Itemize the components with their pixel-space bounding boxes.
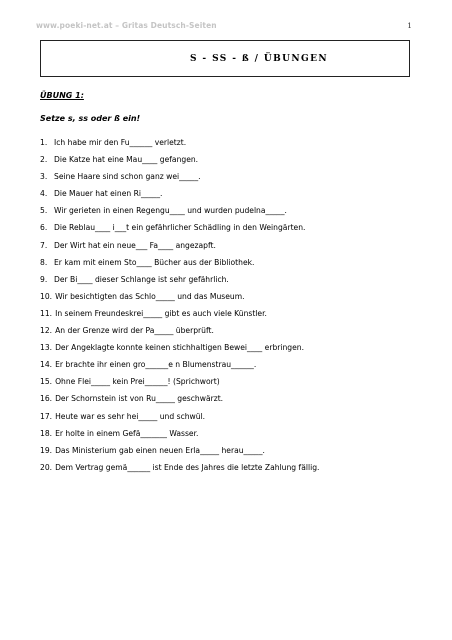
exercise-number: 6.	[40, 223, 48, 233]
exercise-text: Der Schornstein ist von Ru_____ geschwärzt.	[55, 394, 224, 404]
exercise-item	[40, 429, 319, 446]
exercise-number: 8.	[40, 257, 48, 267]
title-box	[40, 40, 410, 77]
exercise-item	[40, 343, 319, 360]
exercise-number: 19.	[40, 445, 53, 455]
page-header	[36, 21, 412, 35]
exercise-item	[40, 138, 319, 155]
exercise-number: 15.	[40, 377, 53, 387]
exercise-number: 12.	[40, 326, 53, 336]
exercise-number: 11.	[40, 308, 53, 318]
exercise-item	[40, 412, 319, 429]
exercise-text: Der Wirt hat ein neue___ Fa____ angezapft.	[54, 240, 216, 250]
exercise-text: Er holte in einem Gefä_______ Wasser.	[55, 428, 199, 438]
exercise-text: Die Reblau____ i___t ein gefährlicher Schädling in den Weingärten.	[54, 223, 306, 233]
exercise-text: Der Bi____ dieser Schlange ist sehr gefährlich.	[54, 274, 229, 284]
exercise-number: 14.	[40, 360, 53, 370]
exercise-number: 16.	[40, 394, 53, 404]
exercise-item	[40, 309, 319, 326]
exercise-number: 7.	[40, 240, 48, 250]
exercise-number: 2.	[40, 155, 48, 165]
exercise-instruction: Setze s, ss oder ß ein!	[40, 114, 141, 123]
exercise-item	[40, 206, 319, 223]
exercise-number: 1.	[40, 138, 48, 147]
exercise-item	[40, 275, 319, 292]
exercise-text: In seinem Freundeskrei_____ gibt es auch viele Künstler.	[55, 308, 267, 318]
exercise-number: 10.	[40, 291, 53, 301]
exercise-text: Der Angeklagte konnte keinen stichhaltigen Bewei____ erbringen.	[55, 343, 305, 353]
exercise-item	[40, 463, 319, 480]
exercise-item	[40, 223, 319, 240]
exercise-number: 5.	[40, 206, 48, 216]
exercise-item	[40, 377, 319, 394]
exercise-text: Er brachte ihr einen gro______e n Blumenstrau______.	[55, 360, 257, 370]
exercise-text: Die Mauer hat einen Ri_____.	[54, 189, 163, 199]
exercise-item	[40, 155, 319, 172]
exercise-number: 9.	[40, 274, 48, 284]
exercise-item	[40, 241, 319, 258]
exercise-number: 20.	[40, 462, 53, 472]
exercise-number: 18.	[40, 428, 53, 438]
exercise-text: Er kam mit einem Sto____ Bücher aus der Bibliothek.	[54, 257, 255, 267]
exercise-item	[40, 326, 319, 343]
exercise-text: Ich habe mir den Fu______ verletzt.	[54, 138, 187, 147]
exercise-text: Wir besichtigten das Schlo_____ und das Museum.	[55, 291, 245, 301]
page-title: S - SS - ß / ÜBUNGEN	[190, 53, 328, 64]
exercise-number: 3.	[40, 172, 48, 182]
exercise-text: Wir gerieten in einen Regengu____ und wurden pudelna_____.	[54, 206, 287, 216]
exercise-number: 13.	[40, 343, 53, 353]
exercise-list	[40, 138, 319, 480]
exercise-text: Das Ministerium gab einen neuen Erla_____ herau_____.	[55, 445, 265, 455]
exercise-text: Dem Vertrag gemä______ ist Ende des Jahres die letzte Zahlung fällig.	[55, 462, 320, 472]
exercise-item	[40, 360, 319, 377]
exercise-item	[40, 292, 319, 309]
exercise-item	[40, 446, 319, 463]
exercise-text: Die Katze hat eine Mau____ gefangen.	[54, 155, 199, 165]
exercise-text: Ohne Flei_____ kein Prei______! (Sprichwort)	[55, 377, 220, 387]
exercise-item	[40, 394, 319, 411]
exercise-item	[40, 172, 319, 189]
exercise-item	[40, 189, 319, 206]
exercise-text: Seine Haare sind schon ganz wei_____.	[54, 172, 201, 182]
section-heading: ÜBUNG 1:	[40, 91, 84, 100]
exercise-text: Heute war es sehr hei_____ und schwül.	[55, 411, 206, 421]
exercise-item	[40, 258, 319, 275]
exercise-text: An der Grenze wird der Pa_____ überprüft.	[55, 326, 214, 336]
page-number: 1	[407, 21, 412, 30]
exercise-number: 17.	[40, 411, 53, 421]
header-source-text: www.poeki-net.at – Gritas Deutsch-Seiten	[36, 21, 217, 30]
exercise-number: 4.	[40, 189, 48, 199]
